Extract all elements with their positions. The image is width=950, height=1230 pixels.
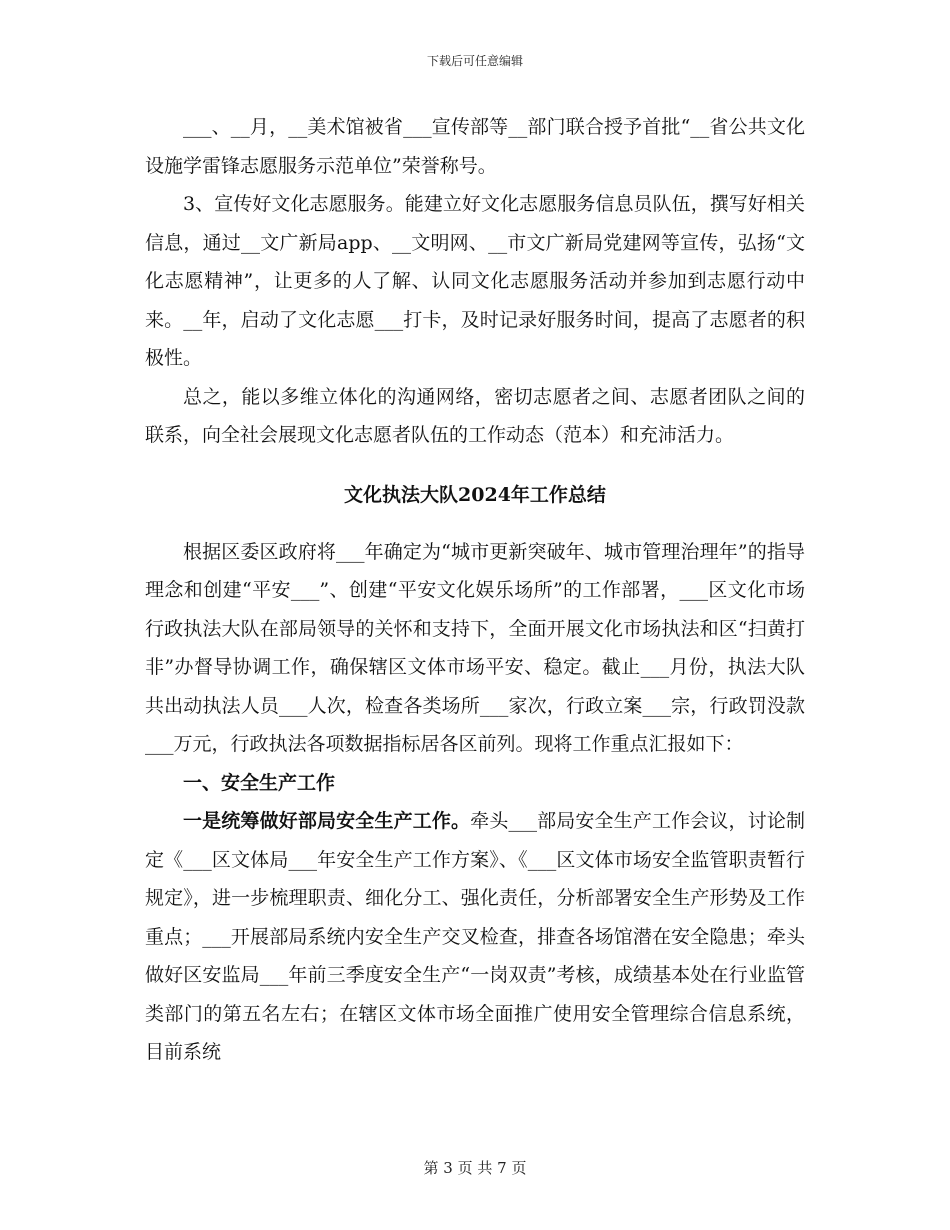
paragraph-award: ___、__月，__美术馆被省___宣传部等__部门联合授予首批“__省公共文化设施学雷锋志愿服务示范单位”荣誉称号。	[145, 116, 805, 177]
page-number: 第 3 页 共 7 页	[423, 1159, 527, 1177]
paragraph-safety	[145, 802, 805, 1072]
paragraph-body: 牵头___部局安全生产工作会议，讨论制定《___区文体局___年安全生产工作方案》、《___区文体市场安全监管职责暂行规定》，进一步梳理职责、细化分工、强化责任，分析部署安全生产形势及工作重点；___开展部局系统内安全生产交叉检查，排查各场馆潜在安全隐患；牵头做好区安监局___年前三季度安全生产“一岗双责”考核，成绩基本处在行业监管类部门的第五名左右；在辖区文体市场全面推广使用安全管理综合信息系统，目前系统	[145, 810, 805, 1063]
page-header: 下载后可任意编辑	[426, 54, 523, 68]
document-title: 文化执法大队2024年工作总结	[344, 483, 606, 506]
section-heading-safety: 一、安全生产工作	[183, 771, 336, 794]
paragraph-publicity: 3、宣传好文化志愿服务。能建立好文化志愿服务信息员队伍，撰写好相关信息，通过__文广新局app、__文明网、__市文广新局党建网等宣传，弘扬“文化志愿精神”，让更多的人了解、认同文化志愿服务活动并参加到志愿行动中来。__年，启动了文化志愿___打卡，及时记录好服务时间，提高了志愿者的积极性。	[145, 193, 805, 369]
paragraph-intro: 根据区委区政府将___年确定为“城市更新突破年、城市管理治理年”的指导理念和创建“平安___”、创建“平安文化娱乐场所”的工作部署，___区文化市场行政执法大队在部局领导的关怀和支持下，全面开展文化市场执法和区“扫黄打非”办督导协调工作，确保辖区文体市场平安、稳定。截止___月份，执法大队共出动执法人员___人次，检查各类场所___家次，行政立案___宗，行政罚没款___万元，行政执法各项数据指标居各区前列。现将工作重点汇报如下：	[145, 540, 805, 755]
paragraph-summary: 总之，能以多维立体化的沟通网络，密切志愿者之间、志愿者团队之间的联系，向全社会展现文化志愿者队伍的工作动态（范本）和充沛活力。	[145, 385, 805, 446]
paragraph-lead: 一是统筹做好部局安全生产工作。	[183, 810, 471, 832]
document-body	[145, 108, 805, 1072]
